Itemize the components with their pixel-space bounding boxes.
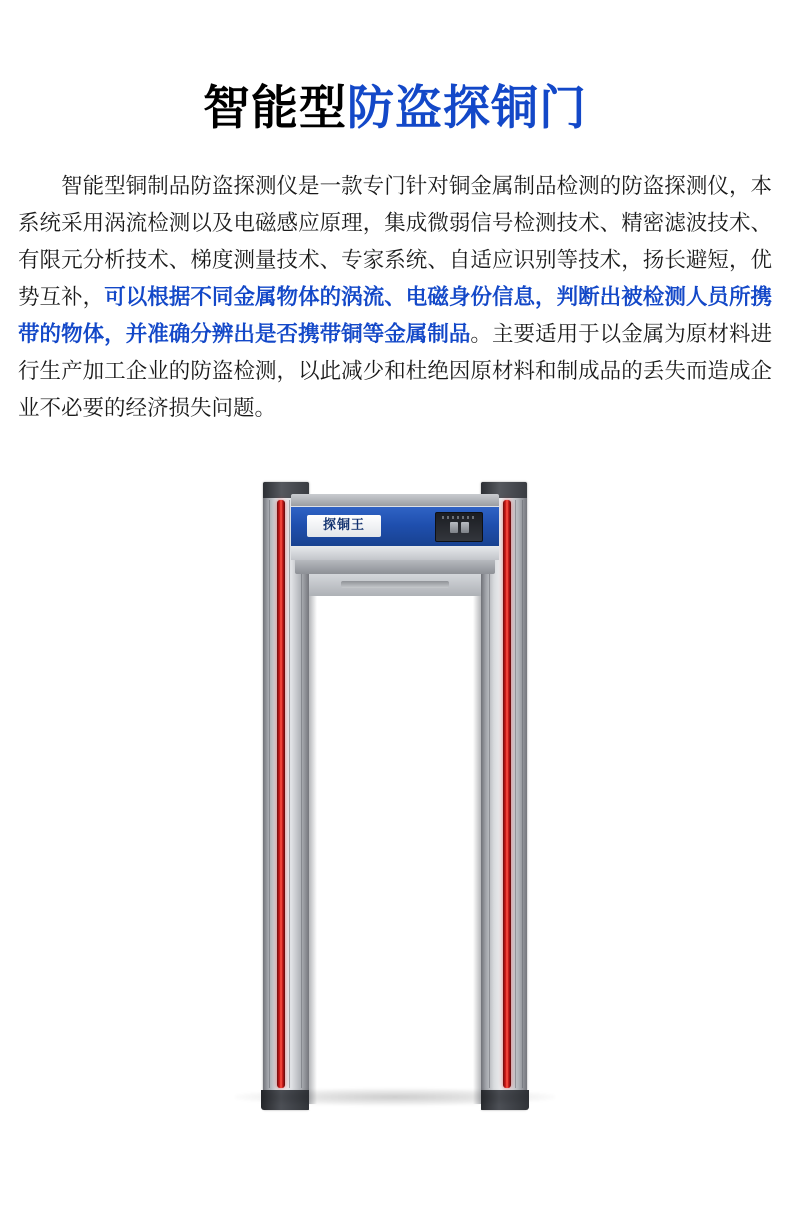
left-column-led-strip [277,500,285,1088]
display-digit [461,522,469,533]
brand-plate-label: 探铜王 [322,518,365,534]
page-title [0,31,790,135]
right-column-seam-c [522,500,523,1088]
product-image-alt-text [0,1132,1,1133]
header-top-trim [291,494,499,506]
gate-header-unit [291,494,499,574]
description-highlight: 可以根据不同金属物体的涡流、电磁身份信息，判断出被检测人员所携带的物体，并准确分辨出是否携带铜等金属制品 [18,285,772,348]
display-indicator-dots [442,516,476,519]
gate-right-column [481,482,527,1110]
description-part-one: 智能型铜制品防盗探测仪是一款专门针对铜金属制品检测的防盗探测仪，本系统采用涡流检测以及电磁感应原理，集成微弱信号检测技术、精密滤波技术、有限元分析技术、梯度测量技术、专家系统、自适应识别等技术，扬长避短，优势互补， [18,174,772,311]
display-digits [440,522,478,534]
left-inner-edge-shading [309,596,317,1104]
ceiling-vent-slot [341,581,449,588]
floor-shadow [235,1088,555,1106]
header-blue-panel [291,506,499,548]
gate-doorway-opening [309,596,481,1110]
display-digit [450,522,458,533]
gate-left-column [263,482,309,1110]
left-column-seam-b [289,500,290,1088]
left-column-seam-c [301,500,302,1088]
security-gate-illustration [245,472,545,1112]
product-description [18,169,772,428]
left-column-seam-a [269,500,270,1088]
right-column-seam-a [489,500,490,1088]
gate-ceiling-panel [309,574,481,596]
product-figure [0,472,790,1132]
right-column-led-strip [503,500,511,1088]
digital-display-screen [435,512,483,542]
product-page [0,31,790,1232]
header-lower-lip [295,560,495,574]
header-bottom-trim [291,546,499,560]
right-column-seam-b [515,500,516,1088]
right-inner-edge-shading [473,596,481,1104]
page-title-highlight: 防盗探铜门 [347,81,587,137]
page-title-prefix: 智能型 [203,81,347,137]
description-part-two: 。主要适用于以金属为原材料进行生产加工企业的防盗检测，以此减少和杜绝因原材料和制成品的丢失而造成企业不必要的经济损失问题。 [18,322,772,421]
brand-plate [307,515,381,537]
